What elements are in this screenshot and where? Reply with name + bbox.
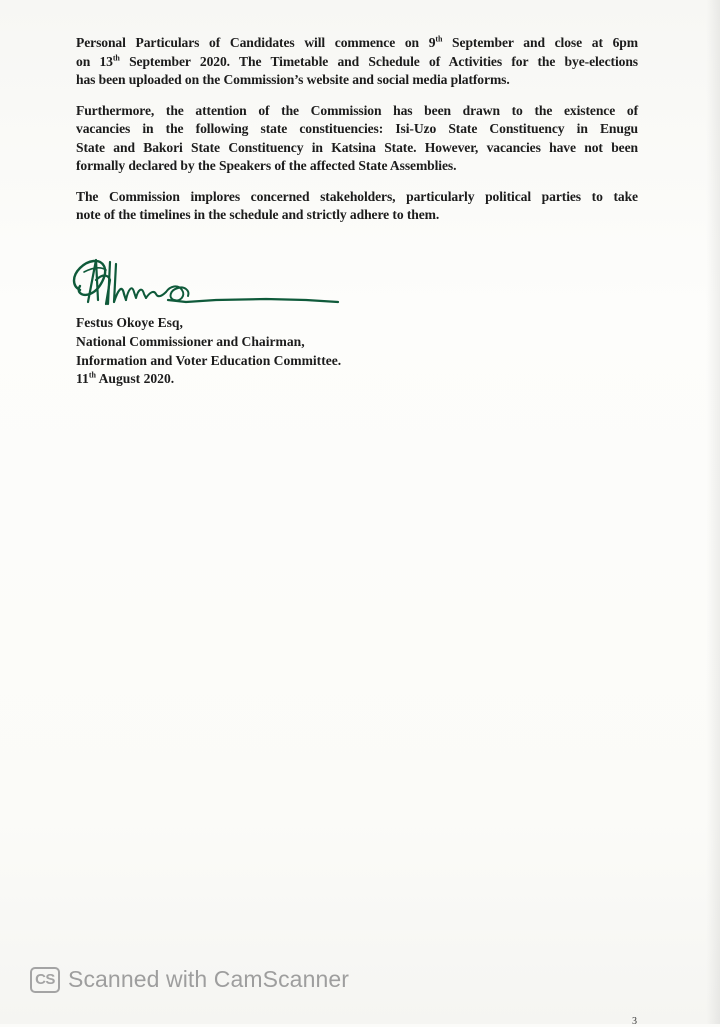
paragraph-line: on 13th September 2020. The Timetable and Schedule of Activities for the bye-elections [76, 52, 639, 69]
paragraph-line: vacancies in the following state constituencies: Isi-Uzo State Constituency in Enugu [76, 121, 638, 136]
signatory-date: 11th August 2020. [76, 370, 175, 387]
page-edge-shadow [706, 0, 720, 1024]
paragraph-line: formally declared by the Speakers of the affected State Assemblies. [76, 158, 457, 173]
paragraph-2 [76, 102, 638, 176]
paragraph-3 [76, 188, 638, 225]
paragraph-line: has been uploaded on the Commission’s website and social media platforms. [76, 72, 510, 87]
letter-body [76, 34, 638, 237]
camscanner-watermark [30, 966, 349, 993]
paragraph-line: note of the timelines in the schedule and strictly adhere to them. [76, 207, 440, 222]
paragraph-line: Personal Particulars of Candidates will commence on 9th September and close at 6pm [76, 34, 638, 50]
page-number: 3 [632, 1016, 637, 1027]
paragraph-line: Furthermore, the attention of the Commission has been drawn to the existence of [76, 102, 638, 118]
signatory-title-line-1: National Commissioner and Chairman, [76, 333, 305, 349]
paragraph-line: The Commission implores concerned stakeholders, particularly political parties to take [76, 188, 638, 204]
signatory-title-line-2: Information and Voter Education Committee. [76, 352, 342, 368]
paragraph-line: State and Bakori State Constituency in Katsina State. However, vacancies have not been [76, 139, 638, 155]
paragraph-1 [76, 34, 638, 90]
signatory-block [76, 314, 341, 389]
camscanner-logo-icon: CS [30, 967, 60, 993]
handwritten-signature [66, 250, 356, 322]
camscanner-watermark-text: Scanned with CamScanner [68, 966, 350, 992]
signatory-name: Festus Okoye Esq, [76, 315, 183, 330]
